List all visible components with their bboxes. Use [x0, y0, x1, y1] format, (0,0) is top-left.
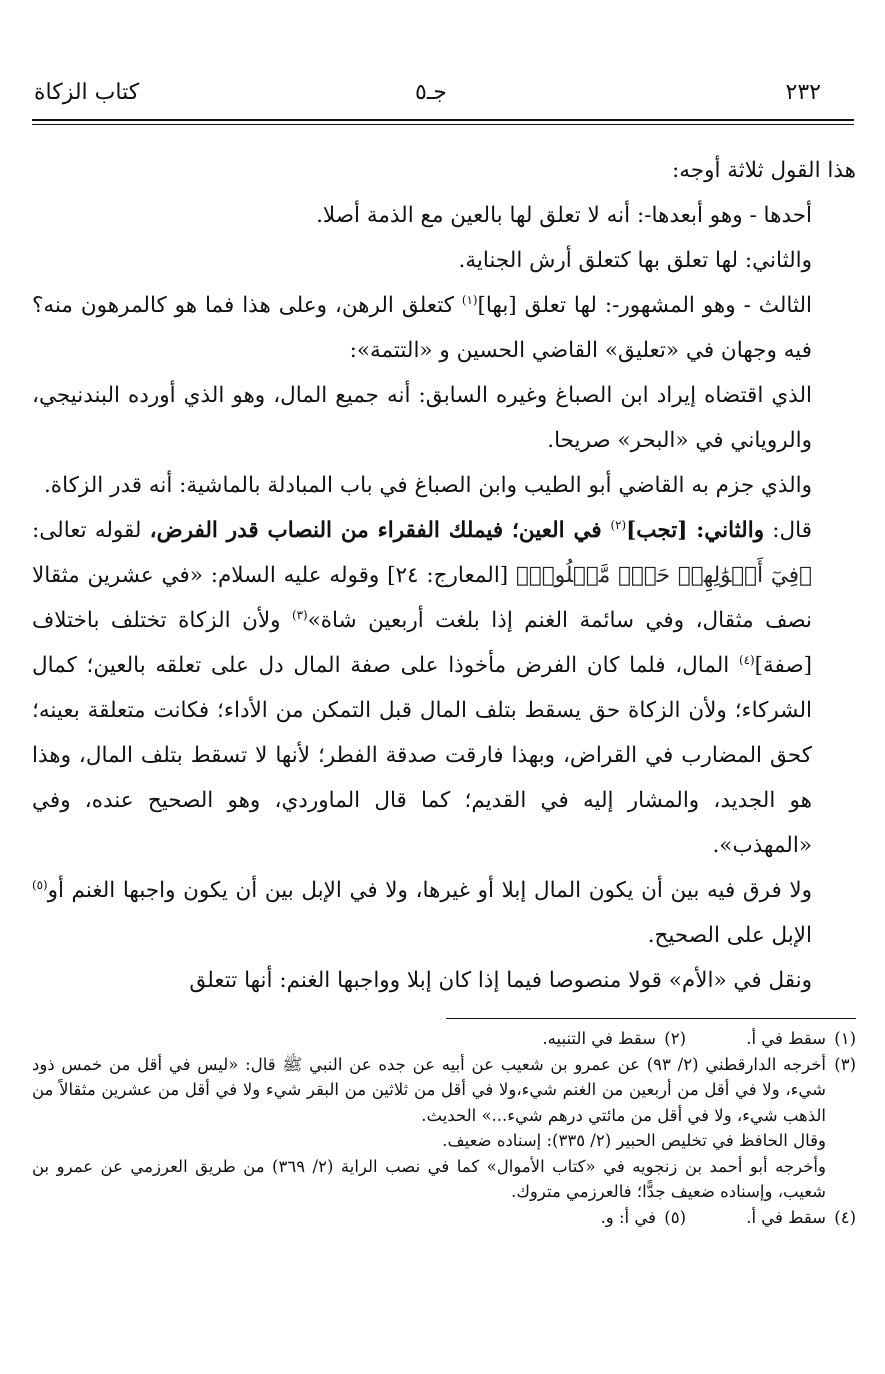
text-run: المال، فلما كان الفرض مأخوذا على صفة المال دل على تعلقه بالعين؛ كمال الشركاء؛ ولأن الزكاة حق يسقط بتلف المال قبل التمكن من الأداء؛ فكانت متعلقة بعينه؛ كحق المضارب في القراض، وبهذا فارقت صدقة الفطر؛ لأنها لا تسقط بتلف المال، وهذا هو الجديد، والمشار إليه في القديم؛ كما قال الماوردي، وهو الصحيح عنده، وفي «المهذب».	[32, 653, 812, 858]
paragraph	[32, 283, 856, 373]
paragraph: والثاني: لها تعلق بها كتعلق أرش الجناية.	[458, 248, 812, 273]
footnote-row	[32, 1052, 856, 1129]
footnote-number: (٥)	[664, 1207, 686, 1227]
text-run: [المعارج: ٢٤] وقوله عليه السلام: «في عشرين مثقالا نصف مثقال، وفي سائمة الغنم إذا بلغت أربعين شاة»	[32, 563, 812, 633]
footnote-ref: (٥)	[32, 877, 48, 892]
footnote-text: في أ: و.	[600, 1207, 656, 1227]
footnote-number: (١)	[834, 1029, 856, 1048]
header-rule-thin	[32, 124, 854, 125]
footnotes	[32, 1026, 856, 1230]
text-run: لقوله تعالى:	[32, 518, 150, 543]
matn-text: والثاني: [تجب]	[626, 518, 765, 543]
paragraph: ونقل في «الأم» قولا منصوصا فيما إذا كان إبلا وواجبها الغنم: أنها تتعلق	[189, 968, 812, 993]
footnote-ref: (٣)	[292, 607, 308, 622]
volume-number: جـ٥	[415, 80, 447, 105]
footnote-text: سقط في أ.	[746, 1029, 826, 1048]
paragraph: الذي اقتضاه إيراد ابن الصباغ وغيره السابق: أنه جميع المال، وهو الذي أورده البندنيجي، والروياني في «البحر» صريحا.	[32, 383, 812, 453]
text-run: كتعلق الرهن، وعلى هذا فما هو كالمرهون منه؟ فيه وجهان في «تعليق» القاضي الحسين و «التتمة»:	[32, 293, 812, 363]
footnote-ref: (١)	[461, 292, 478, 307]
footnote-text: سقط في التنبيه.	[542, 1029, 656, 1048]
footnote-separator	[446, 1018, 856, 1019]
footnote-continuation: وأخرجه أبو أحمد بن زنجويه في «كتاب الأموال» كما في نصب الراية (٢/ ٣٦٩) من طريق العرزمي عن عمرو بن شعيب، وإسناده ضعيف جدًّا؛ فالعرزمي متروك.	[32, 1156, 826, 1201]
footnote-pair	[601, 1205, 857, 1231]
paragraph: هذا القول ثلاثة أوجه:	[672, 158, 856, 183]
text-run: ولا فرق فيه بين أن يكون المال إبلا أو غيرها، ولا في الإبل بين أن يكون واجبها الغنم أو	[47, 878, 812, 903]
paragraph	[32, 508, 856, 868]
footnote-ref: (٢)	[610, 517, 627, 532]
footnote-number: (٣)	[834, 1054, 856, 1074]
text-run: الإبل على الصحيح.	[647, 923, 812, 948]
footnote-continuation: وقال الحافظ في تخليص الحبير (٢/ ٣٣٥): إسناده ضعيف.	[442, 1131, 826, 1150]
footnote-number: (٢)	[664, 1029, 686, 1048]
book-title: كتاب الزكاة	[34, 80, 140, 105]
footnote-row	[32, 1026, 856, 1052]
text-run: قال:	[764, 518, 813, 543]
text-run: ولأن الزكاة تختلف باختلاف [صفة]	[32, 608, 812, 678]
footnote-number: (٤)	[834, 1207, 856, 1227]
footnote-row	[32, 1205, 856, 1231]
page-number: ٢٣٢	[785, 80, 821, 105]
paragraph: أحدها - وهو أبعدها-: أنه لا تعلق لها بالعين مع الذمة أصلا.	[316, 203, 812, 228]
paragraph: والذي جزم به القاضي أبو الطيب وابن الصباغ في باب المبادلة بالماشية: أنه قدر الزكاة.	[43, 473, 812, 498]
matn-text: في العين؛ فيملك الفقراء من النصاب قدر الفرض،	[149, 518, 611, 543]
page-header	[0, 80, 885, 116]
footnote-pair	[542, 1026, 856, 1052]
footnote-text: سقط في أ.	[746, 1207, 826, 1227]
quran-verse: ﴿فِيٓ أَمۡوَٰلِهِمۡ حَقّٞ مَّعۡلُومٞ﴾	[516, 563, 812, 588]
footnote-text: أخرجه الدارقطني (٢/ ٩٣) عن عمرو بن شعيب عن أبيه عن جده عن النبي ﷺ قال: «ليس في أقل من خمس ذود شيء، ولا في أقل من أربعين من الغنم شيء،ولا في أقل من ثلاثين من البقر شيء ولا في أقل من عشرين مثقالاً من الذهب شيء، ولا في أقل من مائتي درهم شيء...» الحديث.	[32, 1054, 826, 1125]
text-run: الثالث - وهو المشهور-: لها تعلق [بها]	[477, 293, 812, 318]
paragraph	[32, 868, 856, 958]
header-rule-thick	[32, 119, 854, 121]
main-text	[32, 148, 856, 1003]
footnote-ref: (٤)	[738, 652, 755, 667]
